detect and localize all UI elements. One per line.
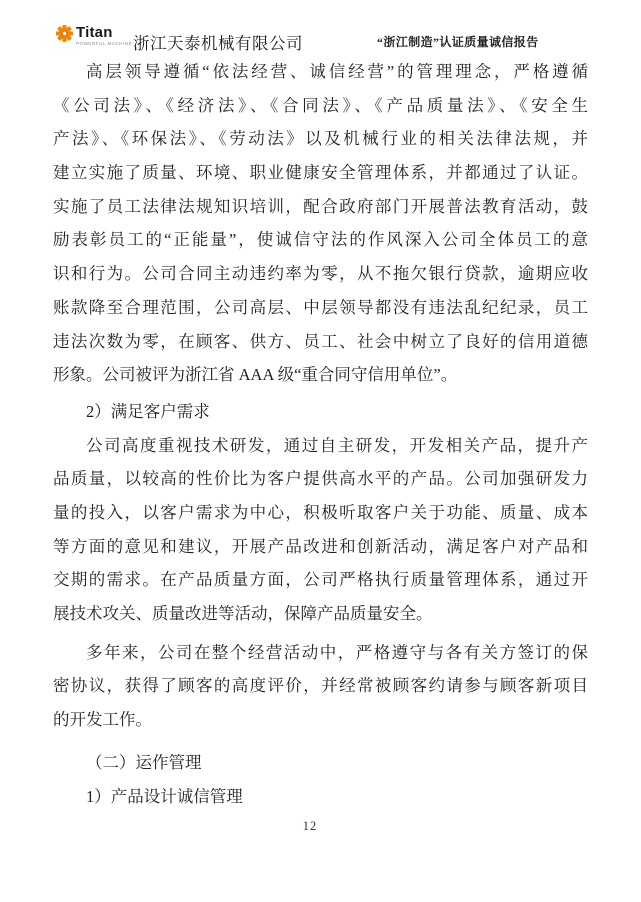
text-line: 等方面的意见和建议，开展产品改进和创新活动，满足客户对产品和: [53, 536, 588, 556]
text-line: 多年来，公司在整个经营活动中，严格遵守与各有关方签订的保: [86, 642, 588, 662]
heading: [53, 780, 588, 814]
text-line: 识和行为。公司合同主动违约率为零，从不拖欠银行贷款，逾期应收: [53, 264, 588, 284]
titan-logo: [56, 25, 132, 46]
text-line: 励表彰员工的“正能量”，使诚信守法的作风深入公司全体员工的意: [53, 230, 588, 250]
paragraph: [53, 55, 588, 392]
gear-icon: [56, 25, 73, 42]
text-line: 品质量，以较高的性价比为客户提供高水平的产品。公司加强研发力: [53, 469, 588, 489]
text-line: 展技术攻关、质量改进等活动，保障产品质量安全。: [53, 604, 433, 623]
text-line: 量的投入，以客户需求为中心，积极听取客户关于功能、质量、成本: [53, 502, 588, 522]
page-header: [0, 0, 641, 54]
heading: [53, 395, 588, 429]
text-line: 密协议，获得了顾客的高度评价，并经常被顾客约请参与顾客新项目: [53, 676, 588, 696]
heading: [53, 746, 588, 780]
text-line: 交期的需求。在产品质量方面，公司严格执行质量管理体系，通过开: [53, 570, 588, 590]
text-line: 产法》、《环保法》、《劳动法》以及机械行业的相关法律法规，并: [53, 129, 588, 149]
logo-brand: Titan: [76, 24, 113, 41]
text-line: 账款降至合理范围，公司高层、中层领导都没有违法乱纪纪录，员工: [53, 297, 588, 317]
text-line: 建立实施了质量、环境、职业健康安全管理体系，并都通过了认证。: [53, 163, 588, 183]
company-name: 浙江天泰机械有限公司: [133, 34, 303, 53]
text-line: （二）运作管理: [86, 752, 202, 772]
text-line: 的开发工作。: [53, 710, 152, 730]
page-number: 12: [302, 819, 318, 833]
text-line: 1）产品设计诚信管理: [86, 787, 243, 807]
paragraph: [53, 429, 588, 631]
text-line: 公司高度重视技术研发，通过自主研发，开发相关产品，提升产: [86, 435, 588, 455]
logo-tagline: POWERFUL MACHINE: [76, 40, 133, 46]
text-line: 实施了员工法律法规知识培训，配合政府部门开展普法教育活动，鼓: [53, 196, 588, 216]
text-line: 违法次数为零，在顾客、供方、员工、社会中树立了良好的信用道德: [53, 331, 588, 351]
paragraph: [53, 636, 588, 737]
text-line: 形象。公司被评为浙江省 AAA 级“重合同守信用单位”。: [53, 365, 458, 385]
logo-text: [76, 25, 132, 46]
text-line: 高层领导遵循“依法经营、诚信经营”的管理理念，严格遵循: [86, 62, 588, 81]
text-line: 《公司法》、《经济法》、《合同法》、《产品质量法》、《安全生: [53, 95, 588, 115]
text-line: 2）满足客户需求: [86, 401, 210, 421]
report-title: “浙江制造”认证质量诚信报告: [377, 35, 539, 49]
document-body: [53, 55, 588, 814]
